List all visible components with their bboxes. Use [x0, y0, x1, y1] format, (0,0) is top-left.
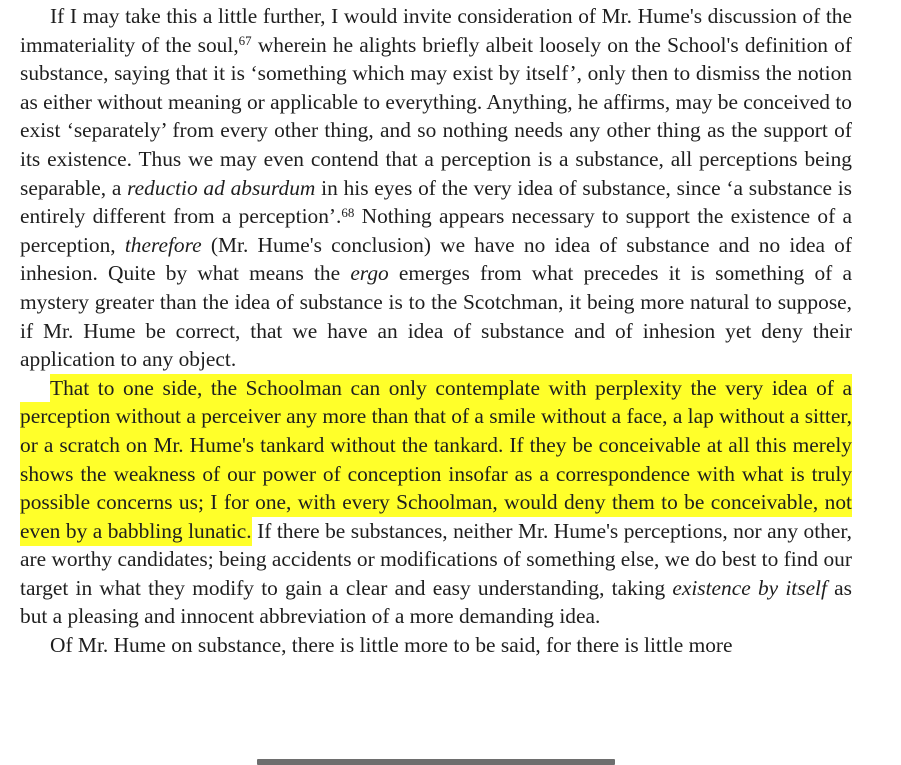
italic-text: reductio ad absurdum	[127, 175, 316, 200]
document-body	[20, 2, 852, 660]
paragraph-hume-substance-conclusion	[20, 631, 852, 660]
footnote-ref-67[interactable]: 67	[238, 33, 252, 49]
italic-text: ergo	[350, 261, 389, 286]
text-run: Nothing appears necessary to support the existence of a perception,	[20, 204, 852, 257]
text-run: Of Mr. Hume on substance, there is little more to be said, for there is little more	[50, 633, 733, 658]
horizontal-scrollbar[interactable]	[257, 759, 615, 765]
paragraph-schoolman-perception	[20, 374, 852, 631]
italic-text: existence by itself	[672, 575, 827, 600]
text-run: If there be substances, neither Mr. Hume's perceptions, nor any other, are worthy candidates; being accidents or modifications of something else, we do best to find our target in what they modify to gain a clear and easy understanding, taking	[20, 518, 852, 600]
text-run: emerges from what precedes it is something of a mystery greater than the idea of substance is to the Scotchman, it being more natural to suppose, if Mr. Hume be correct, that we have an idea of substance and of inhesion yet deny their application to any object.	[20, 261, 852, 372]
text-run: wherein he alights briefly albeit loosely on the School's definition of substance, saying that it is ‘something which may exist by itself’, only then to dismiss the notion as either without meaning or applicable to everything. Anything, he affirms, may be conceived to exist ‘separately’ from every other thing, and so nothing needs any other thing as the support of its existence. Thus we may even contend that a perception is a substance, all perceptions being separable, a	[20, 32, 852, 200]
text-run: If I may take this a little further, I would invite consideration of Mr. Hume's discussion of the immateriality of the soul,	[20, 4, 852, 57]
text-run: (Mr. Hume's conclusion) we have no idea of substance and no idea of inhesion. Quite by what means the	[20, 232, 852, 286]
text-run: as but a pleasing and innocent abbreviation of a more demanding idea.	[20, 575, 852, 629]
highlighted-passage[interactable]: That to one side, the Schoolman can only contemplate with perplexity the very idea of a perception without a perceiver any more than that of a smile without a face, a lap without a sitter, or a scratch on Mr. Hume's tankard without the tankard. If they be conceivable at all this merely shows the weakness of our power of conception insofar as a correspondence with what is truly possible concerns us; I for one, with every Schoolman, would deny them to be conceivable, not even by a babbling lunatic.	[20, 374, 852, 546]
paragraph-hume-substance	[20, 2, 852, 374]
footnote-ref-68[interactable]: 68	[341, 205, 355, 221]
text-run: in his eyes of the very idea of substance, since ‘a substance is entirely different from a perception’.	[20, 175, 852, 229]
italic-text: therefore	[124, 232, 202, 257]
